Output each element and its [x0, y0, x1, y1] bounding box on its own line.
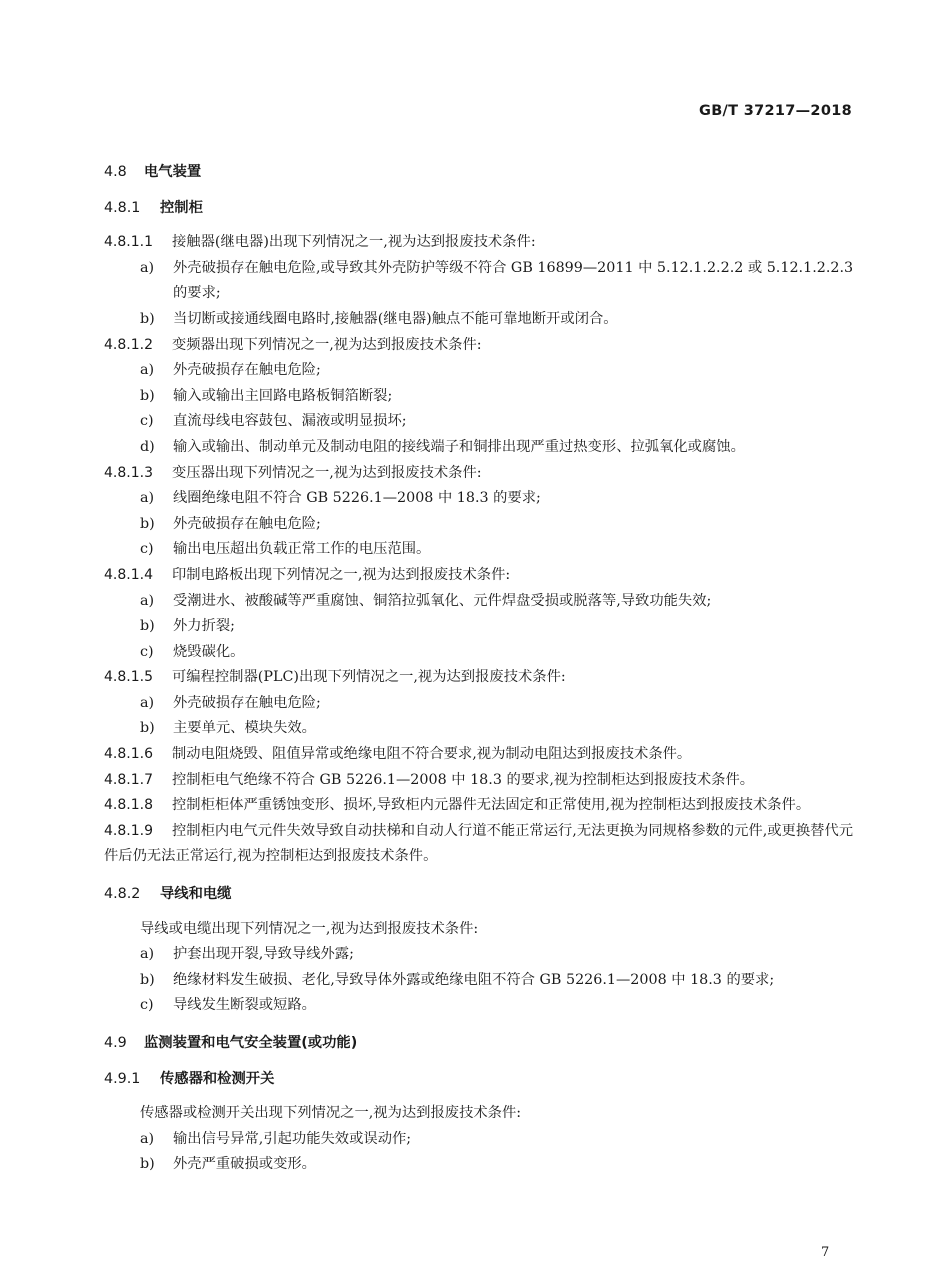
list-item [104, 1152, 856, 1178]
section-heading-4-8 [104, 160, 856, 186]
list-item [104, 512, 856, 538]
clause-number: 4.8.1.2 [104, 336, 153, 353]
list-marker: a) [140, 694, 155, 711]
list-marker: c) [140, 643, 154, 660]
clause-text: 接触器(继电器)出现下列情况之一,视为达到报废技术条件: [172, 234, 536, 251]
page-number: 7 [821, 1245, 830, 1260]
list-item-text: 导线发生断裂或短路。 [173, 997, 316, 1014]
list-marker: a) [140, 259, 155, 276]
subsection-title: 传感器和检测开关 [160, 1070, 275, 1087]
list-item-text: 输出电压超出负载正常工作的电压范围。 [173, 541, 431, 558]
clause-number: 4.8.1.3 [104, 464, 153, 481]
clause-number: 4.8.1.8 [104, 797, 153, 814]
subsection-intro: 导线或电缆出现下列情况之一,视为达到报废技术条件: [140, 920, 479, 937]
clause-4-8-1-4 [104, 563, 856, 589]
list-item-text: 外力折裂; [173, 618, 236, 635]
clause-number: 4.8.1.5 [104, 669, 153, 686]
subsection-heading-4-9-1 [104, 1067, 856, 1093]
subsection-title: 导线和电缆 [160, 886, 232, 903]
list-item [104, 409, 856, 435]
list-item [104, 691, 856, 717]
list-item-text: 受潮进水、被酸碱等严重腐蚀、铜箔拉弧氧化、元件焊盘受损或脱落等,导致功能失效; [173, 592, 712, 609]
list-item-text: 主要单元、模块失效。 [173, 720, 316, 737]
section-heading-4-9 [104, 1031, 856, 1057]
subsection-intro: 传感器或检测开关出现下列情况之一,视为达到报废技术条件: [140, 1105, 522, 1122]
clause-text: 可编程控制器(PLC)出现下列情况之一,视为达到报废技术条件: [172, 669, 566, 686]
list-marker: d) [140, 438, 155, 455]
section-title: 监测装置和电气安全装置(或功能) [144, 1035, 358, 1051]
list-marker: a) [140, 490, 155, 507]
clause-4-8-1-8 [104, 793, 856, 819]
standard-code: GB/T 37217—2018 [699, 103, 852, 119]
list-item [104, 537, 856, 563]
list-item [104, 614, 856, 640]
section-number: 4.8 [104, 164, 127, 180]
clause-4-8-1-3 [104, 461, 856, 487]
list-marker: a) [140, 1130, 155, 1147]
clause-4-8-1-1 [104, 230, 856, 256]
subsection-heading-4-8-2 [104, 882, 856, 908]
list-marker: b) [140, 720, 155, 737]
list-item [104, 486, 856, 512]
clause-text: 控制柜电气绝缘不符合 GB 5226.1—2008 中 18.3 的要求,视为控制柜达到报废技术条件。 [172, 771, 755, 788]
list-item [104, 1127, 856, 1153]
document-body [104, 160, 856, 1178]
clause-text: 变频器出现下列情况之一,视为达到报废技术条件: [172, 336, 482, 353]
clause-4-8-1-2 [104, 333, 856, 359]
list-item [104, 384, 856, 410]
list-item-text: 输出信号异常,引起功能失效或误动作; [173, 1130, 412, 1147]
list-marker: b) [140, 971, 155, 988]
list-marker: b) [140, 515, 155, 532]
list-marker: c) [140, 997, 154, 1014]
list-item [104, 640, 856, 666]
list-item-text: 外壳严重破损或变形。 [173, 1156, 316, 1173]
clause-text: 控制柜柜体严重锈蚀变形、损坏,导致柜内元器件无法固定和正常使用,视为控制柜达到报废技术条件。 [172, 797, 811, 814]
clause-number: 4.8.1.1 [104, 234, 153, 251]
clause-number: 4.8.1.6 [104, 746, 153, 763]
clause-text: 变压器出现下列情况之一,视为达到报废技术条件: [172, 464, 482, 481]
list-item-text: 外壳破损存在触电危险,或导致其外壳防护等级不符合 GB 16899—2011 中 5.12.1.2.2.2 或 5.12.1.2.2.3 的要求; [173, 259, 854, 302]
list-marker: b) [140, 387, 155, 404]
list-item [104, 968, 856, 994]
list-item-text: 外壳破损存在触电危险; [173, 694, 321, 711]
list-marker: a) [140, 592, 155, 609]
clause-text: 制动电阻烧毁、阻值异常或绝缘电阻不符合要求,视为制动电阻达到报废技术条件。 [172, 746, 692, 763]
clause-4-8-1-5 [104, 665, 856, 691]
list-item [104, 993, 856, 1019]
list-marker: a) [140, 362, 155, 379]
list-item-text: 输入或输出、制动单元及制动电阻的接线端子和铜排出现严重过热变形、拉弧氧化或腐蚀。 [173, 438, 745, 455]
list-item-text: 护套出现开裂,导致导线外露; [173, 946, 354, 963]
clause-number: 4.8.1.7 [104, 771, 153, 788]
list-item-text: 外壳破损存在触电危险; [173, 362, 321, 379]
section-title: 电气装置 [144, 164, 202, 180]
clause-number: 4.8.1.9 [104, 822, 153, 839]
list-item [104, 358, 856, 384]
list-marker: c) [140, 541, 154, 558]
list-marker: c) [140, 413, 154, 430]
list-item-text: 直流母线电容鼓包、漏液或明显损坏; [173, 413, 407, 430]
subsection-number: 4.8.2 [104, 886, 141, 903]
list-marker: b) [140, 310, 155, 327]
list-item [104, 435, 856, 461]
list-item [104, 589, 856, 615]
subsection-number: 4.8.1 [104, 199, 141, 216]
list-marker: b) [140, 1156, 155, 1173]
list-item [104, 256, 856, 307]
list-item-text: 烧毁碳化。 [173, 643, 245, 660]
subsection-heading-4-8-1 [104, 196, 856, 222]
subsection-title: 控制柜 [160, 199, 203, 216]
list-item-text: 输入或输出主回路电路板铜箔断裂; [173, 387, 393, 404]
section-number: 4.9 [104, 1035, 127, 1051]
list-marker: a) [140, 946, 155, 963]
clause-4-8-1-7 [104, 768, 856, 794]
list-item-text: 线圈绝缘电阻不符合 GB 5226.1—2008 中 18.3 的要求; [173, 490, 541, 507]
clause-4-8-1-9 [104, 819, 856, 870]
list-item [104, 307, 856, 333]
clause-text: 控制柜内电气元件失效导致自动扶梯和自动人行道不能正常运行,无法更换为同规格参数的元件,或更换替代元件后仍无法正常运行,视为控制柜达到报废技术条件。 [104, 822, 854, 865]
list-item [104, 716, 856, 742]
subsection-number: 4.9.1 [104, 1070, 141, 1087]
clause-4-8-1-6 [104, 742, 856, 768]
clause-number: 4.8.1.4 [104, 566, 153, 583]
list-item-text: 绝缘材料发生破损、老化,导致导体外露或绝缘电阻不符合 GB 5226.1—2008 中 18.3 的要求; [173, 971, 775, 988]
list-marker: b) [140, 618, 155, 635]
clause-text: 印制电路板出现下列情况之一,视为达到报废技术条件: [172, 566, 511, 583]
list-item-text: 当切断或接通线圈电路时,接触器(继电器)触点不能可靠地断开或闭合。 [173, 310, 618, 327]
list-item-text: 外壳破损存在触电危险; [173, 515, 321, 532]
list-item [104, 942, 856, 968]
